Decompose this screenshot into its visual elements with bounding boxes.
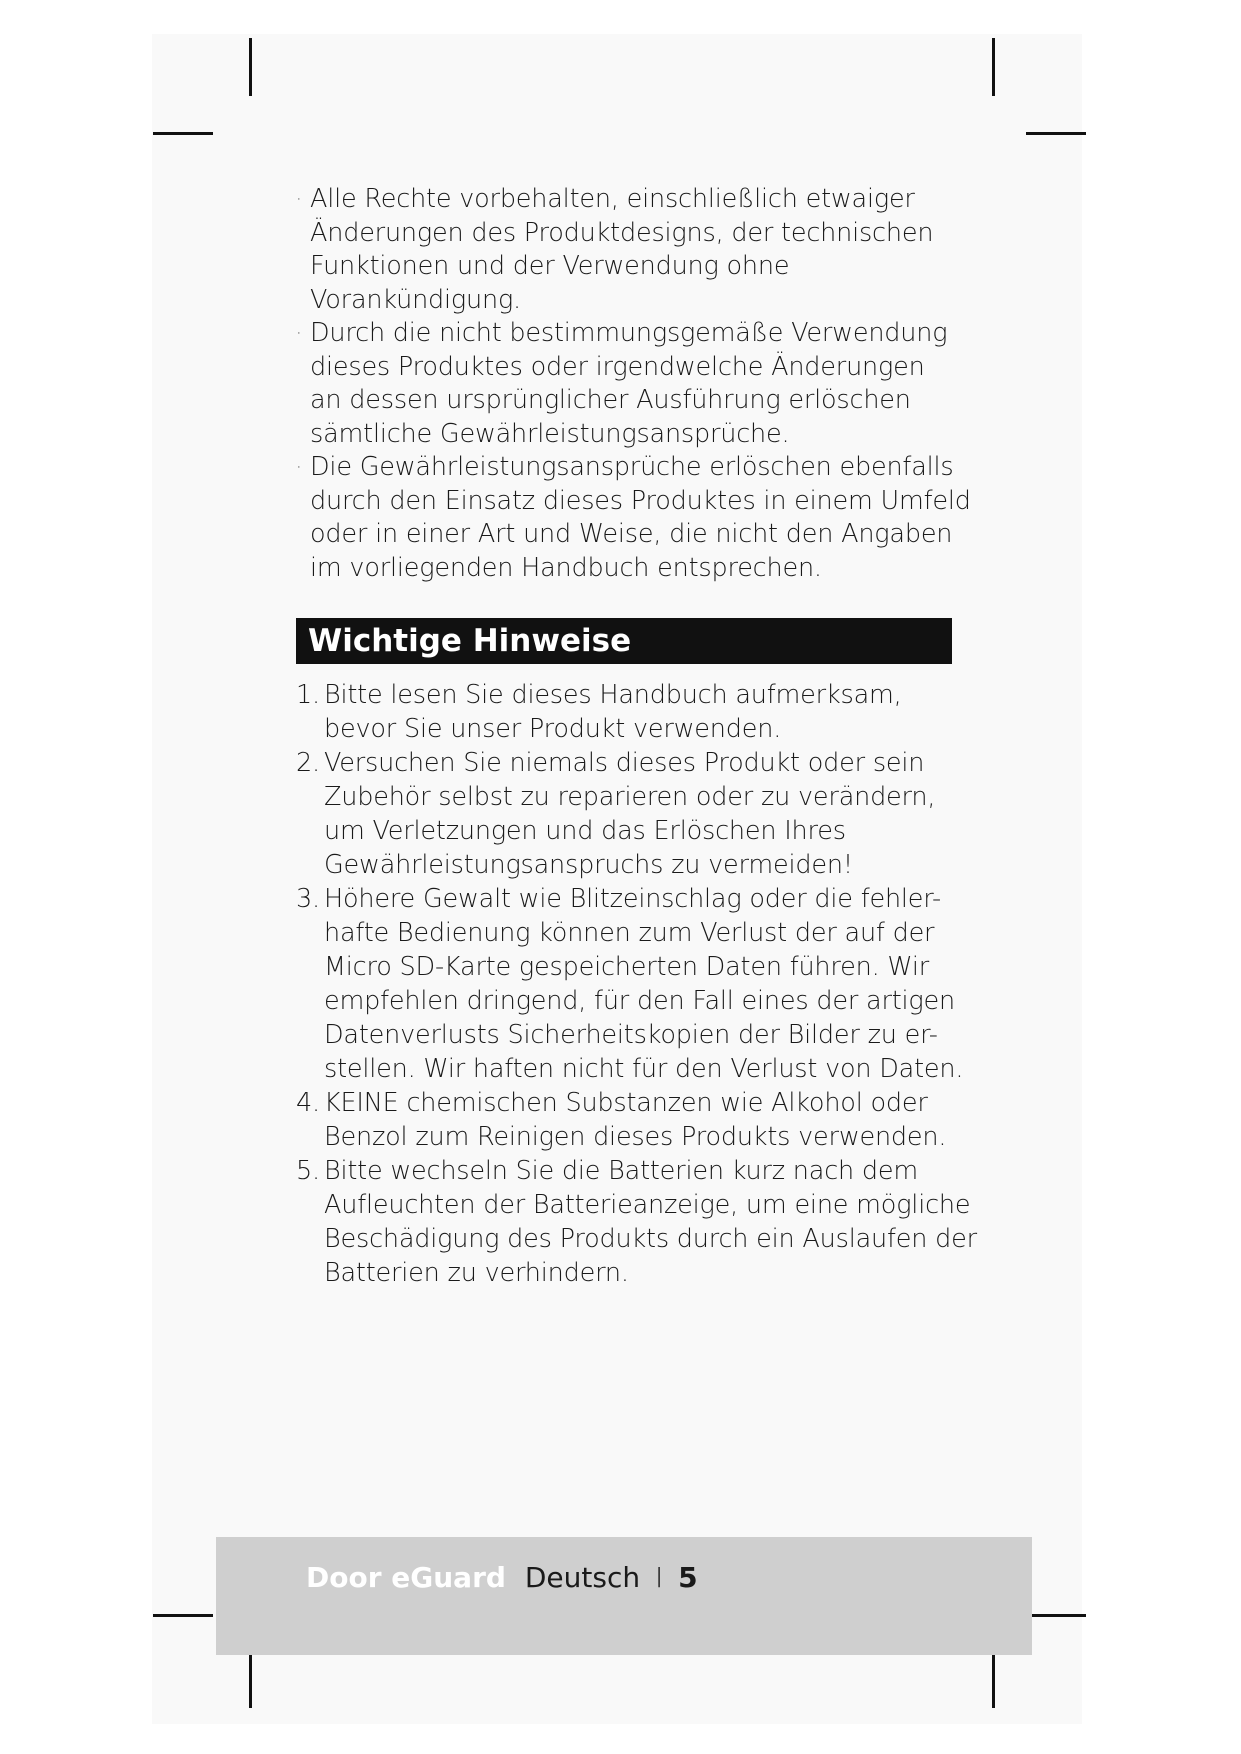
crop-mark-bottom-right-horizontal bbox=[1026, 1614, 1086, 1617]
text-line: Alle Rechte vorbehalten, einschließlich etwaiger bbox=[310, 184, 915, 214]
crop-mark-top-left-horizontal bbox=[153, 132, 213, 135]
text-line: dieses Produktes oder irgendwelche Änderungen bbox=[310, 351, 925, 382]
crop-mark-bottom-right-vertical bbox=[992, 1650, 995, 1708]
text-line: Bitte wechseln Sie die Batterien kurz nach dem bbox=[324, 1156, 918, 1186]
text-line: Durch die nicht bestimmungsgemäße Verwendung bbox=[310, 318, 948, 348]
text-line: bevor Sie unser Produkt verwenden. bbox=[324, 714, 782, 744]
important-notes-list bbox=[296, 678, 977, 1290]
crop-mark-top-right-vertical bbox=[992, 38, 995, 96]
warranty-bullet-list bbox=[296, 183, 971, 585]
note-number: 5. bbox=[296, 1156, 320, 1186]
crop-mark-top-left-vertical bbox=[249, 38, 252, 96]
bullet-item bbox=[296, 451, 971, 585]
note-number: 1. bbox=[296, 680, 320, 710]
text-line: Die Gewährleistungsansprüche erlöschen ebenfalls bbox=[310, 452, 954, 482]
text-line: Micro SD-Karte gespeicherten Daten führen. Wir bbox=[324, 952, 930, 982]
text-line: oder in einer Art und Weise, die nicht den Angaben bbox=[310, 519, 953, 549]
text-line: Bitte lesen Sie dieses Handbuch aufmerksam, bbox=[324, 680, 902, 710]
text-line: Gewährleistungsanspruchs zu vermeiden! bbox=[324, 850, 853, 880]
text-line: hafte Bedienung können zum Verlust der auf der bbox=[324, 918, 935, 948]
bullet-item bbox=[296, 183, 956, 317]
text-line: sämtliche Gewährleistungsansprüche. bbox=[310, 418, 790, 449]
crop-mark-bottom-left-horizontal bbox=[153, 1614, 213, 1617]
text-line: Batterien zu verhindern. bbox=[324, 1258, 629, 1288]
bullet-item bbox=[296, 317, 956, 451]
text-line: durch den Einsatz dieses Produktes in einem Umfeld bbox=[310, 485, 971, 516]
page-number: 5 bbox=[678, 1561, 698, 1594]
text-line: empfehlen dringend, für den Fall eines der artigen bbox=[324, 986, 955, 1016]
text-line: Datenverlusts Sicherheitskopien der Bilder zu er- bbox=[324, 1020, 938, 1050]
footer-product-name: Door eGuard bbox=[306, 1561, 506, 1594]
text-line: Versuchen Sie niemals dieses Produkt oder sein bbox=[324, 748, 925, 778]
note-item bbox=[296, 746, 956, 882]
text-line: um Verletzungen und das Erlöschen Ihres bbox=[324, 816, 846, 846]
text-line: an dessen ursprünglicher Ausführung erlöschen bbox=[310, 385, 911, 415]
text-line: Vorankündigung. bbox=[310, 284, 521, 315]
note-item bbox=[296, 1086, 956, 1154]
text-line: Benzol zum Reinigen dieses Produkts verwenden. bbox=[324, 1122, 947, 1152]
bullet-mark: · bbox=[296, 189, 302, 210]
bullet-mark: · bbox=[296, 323, 302, 344]
footer-separator: I bbox=[655, 1561, 664, 1594]
crop-mark-top-right-horizontal bbox=[1026, 132, 1086, 135]
text-line: stellen. Wir haften nicht für den Verlust von Daten. bbox=[324, 1054, 964, 1084]
footer-language: Deutsch bbox=[524, 1561, 641, 1594]
text-line: im vorliegenden Handbuch entsprechen. bbox=[310, 552, 822, 583]
text-line: Beschädigung des Produkts durch ein Auslaufen der bbox=[324, 1224, 977, 1254]
text-line: Funktionen und der Verwendung ohne bbox=[310, 251, 790, 281]
text-line: Aufleuchten der Batterieanzeige, um eine mögliche bbox=[324, 1190, 971, 1220]
note-number: 3. bbox=[296, 884, 320, 914]
bullet-mark: · bbox=[296, 457, 302, 478]
note-number: 4. bbox=[296, 1088, 320, 1118]
note-number: 2. bbox=[296, 748, 320, 778]
text-line: Zubehör selbst zu reparieren oder zu verändern, bbox=[324, 782, 936, 812]
section-title-important-notes: Wichtige Hinweise bbox=[296, 618, 952, 664]
text-line: Höhere Gewalt wie Blitzeinschlag oder die fehler- bbox=[324, 884, 941, 914]
document-content bbox=[296, 183, 977, 1290]
note-item bbox=[296, 678, 956, 746]
crop-mark-bottom-left-vertical bbox=[249, 1650, 252, 1708]
note-item bbox=[296, 882, 964, 1086]
text-line: Änderungen des Produktdesigns, der technischen bbox=[310, 217, 934, 248]
note-item bbox=[296, 1154, 977, 1290]
text-line: KEINE chemischen Substanzen wie Alkohol oder bbox=[324, 1088, 928, 1118]
page-footer bbox=[306, 1559, 698, 1597]
